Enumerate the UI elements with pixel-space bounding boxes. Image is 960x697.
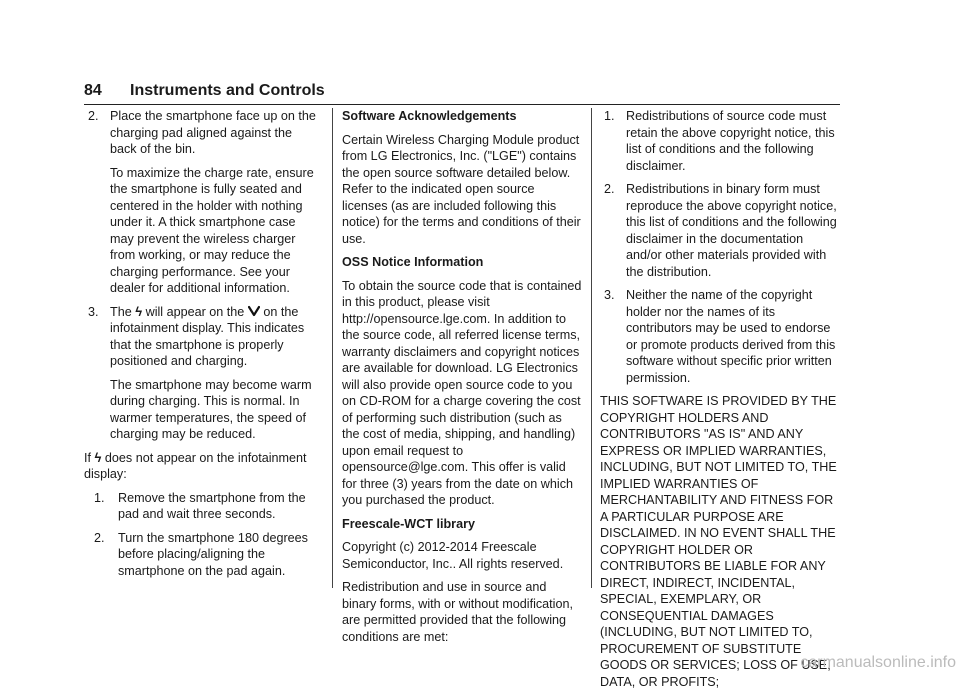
charging-bolt-icon: ϟ [94,449,102,465]
list-item [84,108,322,158]
paragraph: Copyright (c) 2012-2014 Freescale Semiconductor, Inc.. All rights reserved. [342,540,564,571]
item-note: To maximize the charge rate, ensure the smartphone is fully seated and centered in the holder with nothing under it. A thick smartphone case may prevent the wireless charger from working, or may reduce the charging performance. See your dealer for additional information. [110,165,314,295]
column-divider [332,108,333,588]
subheading-software: Software Acknowledgements [342,109,517,123]
page-number: 84 [84,82,102,99]
item-text: Neither the name of the copyright holder nor the names of its contributors may be used to endorse or promote products derived from this software without specific prior written permission. [626,288,836,385]
item-text: The [110,304,132,319]
list-item [600,181,840,280]
phone-projection-icon [248,305,260,317]
item-number: 1. [94,490,105,505]
subheading-oss: OSS Notice Information [342,255,484,269]
item-number: 3. [88,304,99,319]
section-title: Instruments and Controls [130,82,325,99]
list-item [84,490,322,523]
item-number: 3. [604,288,615,302]
paragraph: Redistribution and use in source and binary forms, with or without modification, are permitted provided that the following conditions are met: [342,580,573,644]
list-item [600,287,840,386]
paragraph: To obtain the source code that is contained in this product, please visit http://opensource.lge.com. In addition to the source code, all referred license terms, warranty disclaimers and copyright notices are available for download. LG Electronics will also provide open source code to you on CD-ROM for a charge covering the cost of performing such distribution (such as the cost of media, shipping, and handling) upon email request to opensource@lge.com. This offer is valid for three (3) years from the date on which you purchased the product. [342,278,582,507]
item-text: Turn the smartphone 180 degrees before placing/aligning the smartphone on the pad again. [118,530,308,578]
list-item [84,304,322,370]
item-text: Redistributions of source code must retain the above copyright notice, this list of conditions and the following disclaimer. [626,109,835,173]
text-condition: does not appear on the infotainment display: [84,450,307,481]
column-right [600,108,840,697]
item-number: 2. [604,182,615,196]
column-left [84,108,322,586]
item-number: 1. [604,109,615,123]
paragraph: Certain Wireless Charging Module product from LG Electronics, Inc. ("LGE") contains the open source software detailed below. Refer to the indicated open source licenses (as are included following this notice) for the terms and conditions of their use. [342,132,581,246]
item-number: 2. [88,109,99,123]
item-text: Remove the smartphone from the pad and wait three seconds. [118,490,306,521]
disclaimer-paragraph: THIS SOFTWARE IS PROVIDED BY THE COPYRIGHT HOLDERS AND CONTRIBUTORS "AS IS" AND ANY EXPRESS OR IMPLIED WARRANTIES, INCLUDING, BUT NOT LIMITED TO, THE IMPLIED WARRANTIES OF MERCHANTABILITY AND FITNESS FOR A PARTICULAR PURPOSE ARE DISCLAIMED. IN NO EVENT SHALL THE COPYRIGHT HOLDER OR CONTRIBUTORS BE LIABLE FOR ANY DIRECT, INDIRECT, INCIDENTAL, SPECIAL, EXEMPLARY, OR CONSEQUENTIAL DAMAGES (INCLUDING, BUT NOT LIMITED TO, PROCUREMENT OF SUBSTITUTE GOODS OR SERVICES; LOSS OF USE, DATA, OR PROFITS; [600,394,837,689]
item-text: Place the smartphone face up on the charging pad aligned against the back of the bin. [110,109,316,156]
item-text: on the infotainment display. This indicates that the smartphone is properly positioned and charging. [110,304,305,368]
watermark: carmanualsonline.info [800,654,956,671]
item-text: Redistributions in binary form must reproduce the above copyright notice, this list of conditions and the following disclaimer in the documentation and/or other materials provided with the distribution. [626,182,837,279]
column-middle [342,108,582,652]
page-header [84,80,840,105]
list-item [84,530,322,580]
charging-bolt-icon: ϟ [135,303,143,319]
condition-text [84,450,322,483]
text-if: If [84,450,91,465]
item-number: 2. [94,530,105,545]
column-divider [591,108,592,588]
subheading-library: Freescale-WCT library [342,516,475,531]
item-text: will appear on the [145,304,245,319]
item-note: The smartphone may become warm during charging. This is normal. In warmer temperatures, the speed of charging may be reduced. [110,377,312,441]
list-item [600,108,840,174]
